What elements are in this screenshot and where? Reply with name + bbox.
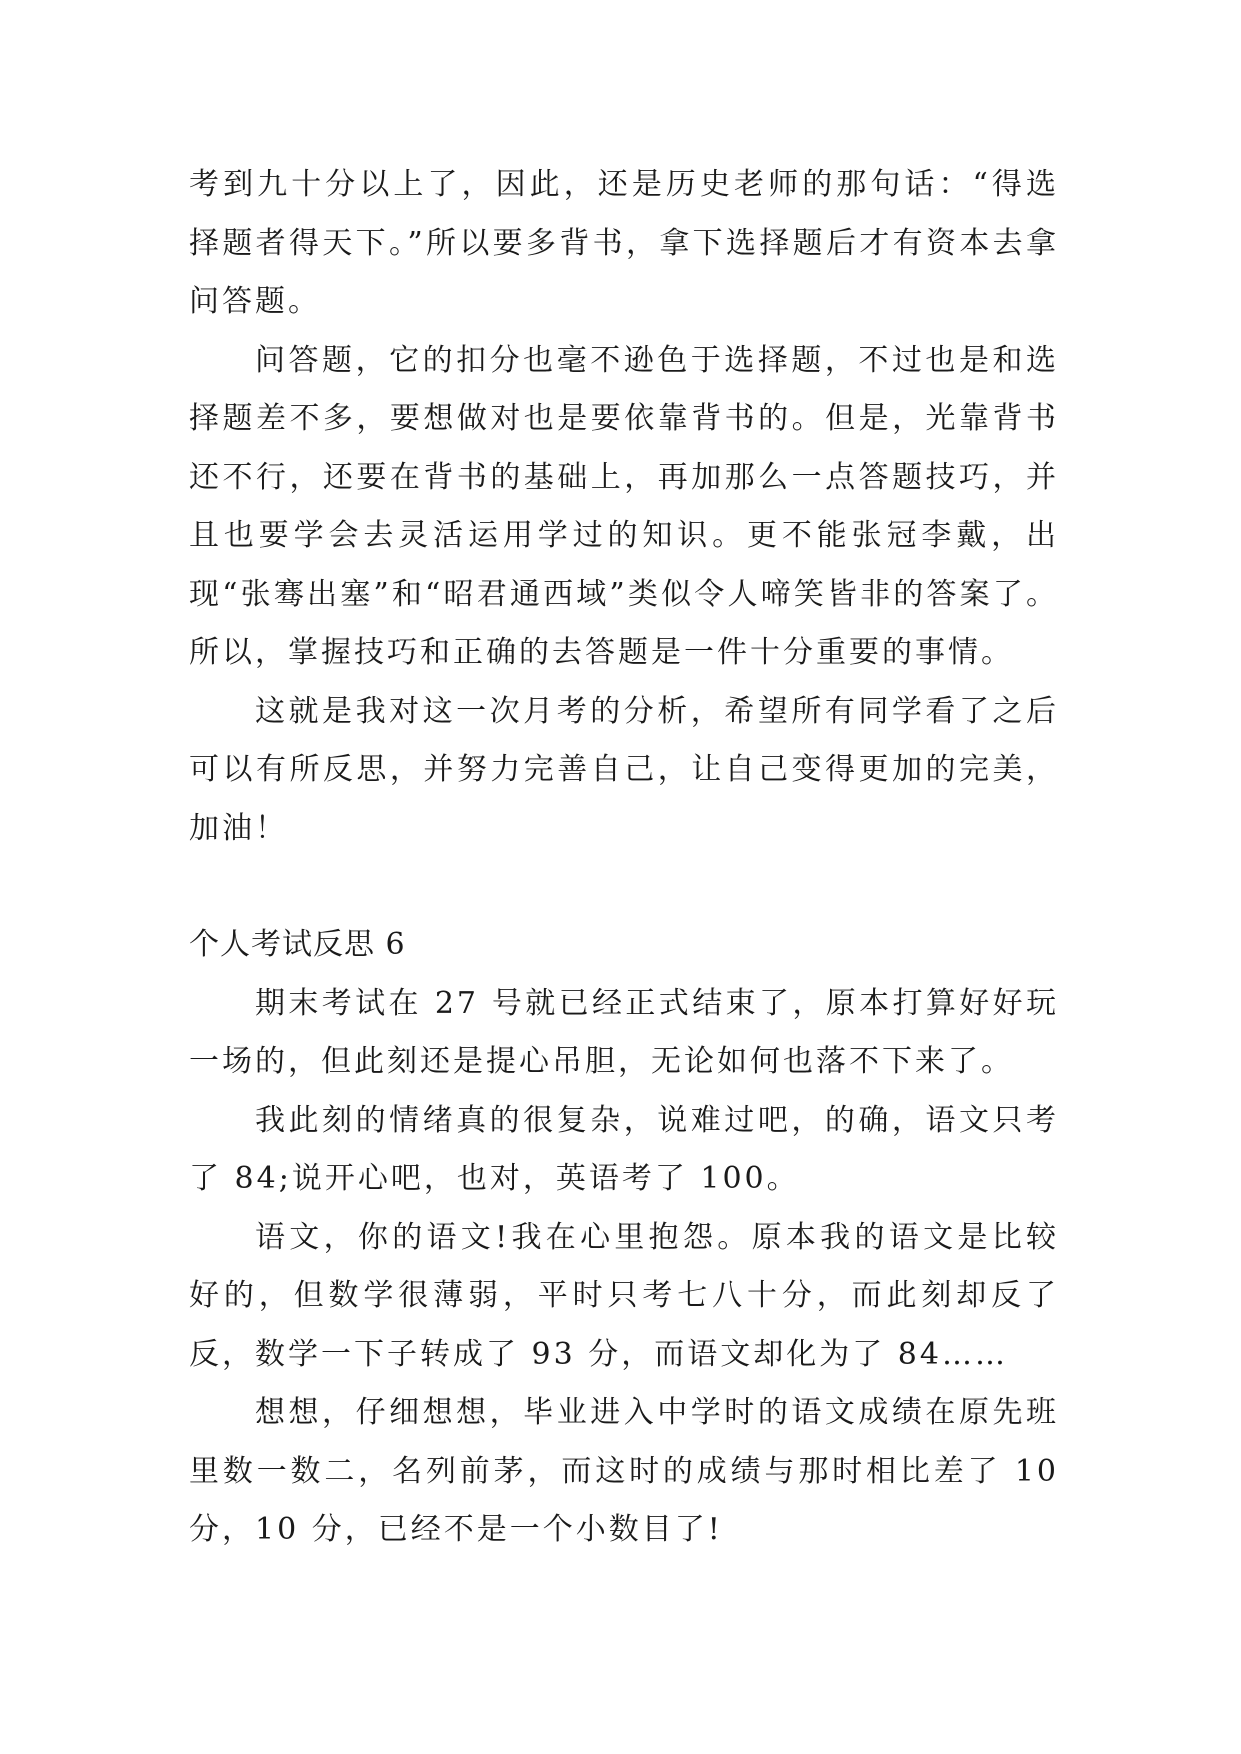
- paragraph-continued: 考到九十分以上了，因此，还是历史老师的那句话：“得选择题者得天下。”所以要多背书，拿下选择题后才有资本去拿问答题。: [189, 167, 1059, 319]
- paragraph: 这就是我对这一次月考的分析，希望所有同学看了之后可以有所反思，并努力完善自己，让自己变得更加的完美，加油！: [189, 693, 1059, 846]
- paragraph: 语文，你的语文!我在心里抱怨。原本我的语文是比较好的，但数学很薄弱，平时只考七八十分，而此刻却反了反，数学一下子转成了 93 分，而语文却化为了 84……: [189, 1219, 1059, 1372]
- paragraph: 期末考试在 27 号就已经正式结束了，原本打算好好玩一场的，但此刻还是提心吊胆，无论如何也落不下来了。: [189, 985, 1059, 1079]
- paragraph: 问答题，它的扣分也毫不逊色于选择题，不过也是和选择题差不多，要想做对也是要依靠背书的。但是，光靠背书还不行，还要在背书的基础上，再加那么一点答题技巧，并且也要学会去灵活运用学过的知识。更不能张冠李戴，出现“张骞出塞”和“昭君通西域”类似令人啼笑皆非的答案了。所以，掌握技巧和正确的去答题是一件十分重要的事情。: [189, 342, 1059, 670]
- document-body: [189, 156, 1059, 1560]
- paragraph: 我此刻的情绪真的很复杂，说难过吧，的确，语文只考了 84;说开心吧，也对，英语考了 100。: [189, 1102, 1059, 1196]
- section-title: 个人考试反思 6: [189, 927, 406, 962]
- paragraph: 想想，仔细想想，毕业进入中学时的语文成绩在原先班里数一数二，名列前茅，而这时的成绩与那时相比差了 10 分，10 分，已经不是一个小数目了!: [189, 1395, 1059, 1547]
